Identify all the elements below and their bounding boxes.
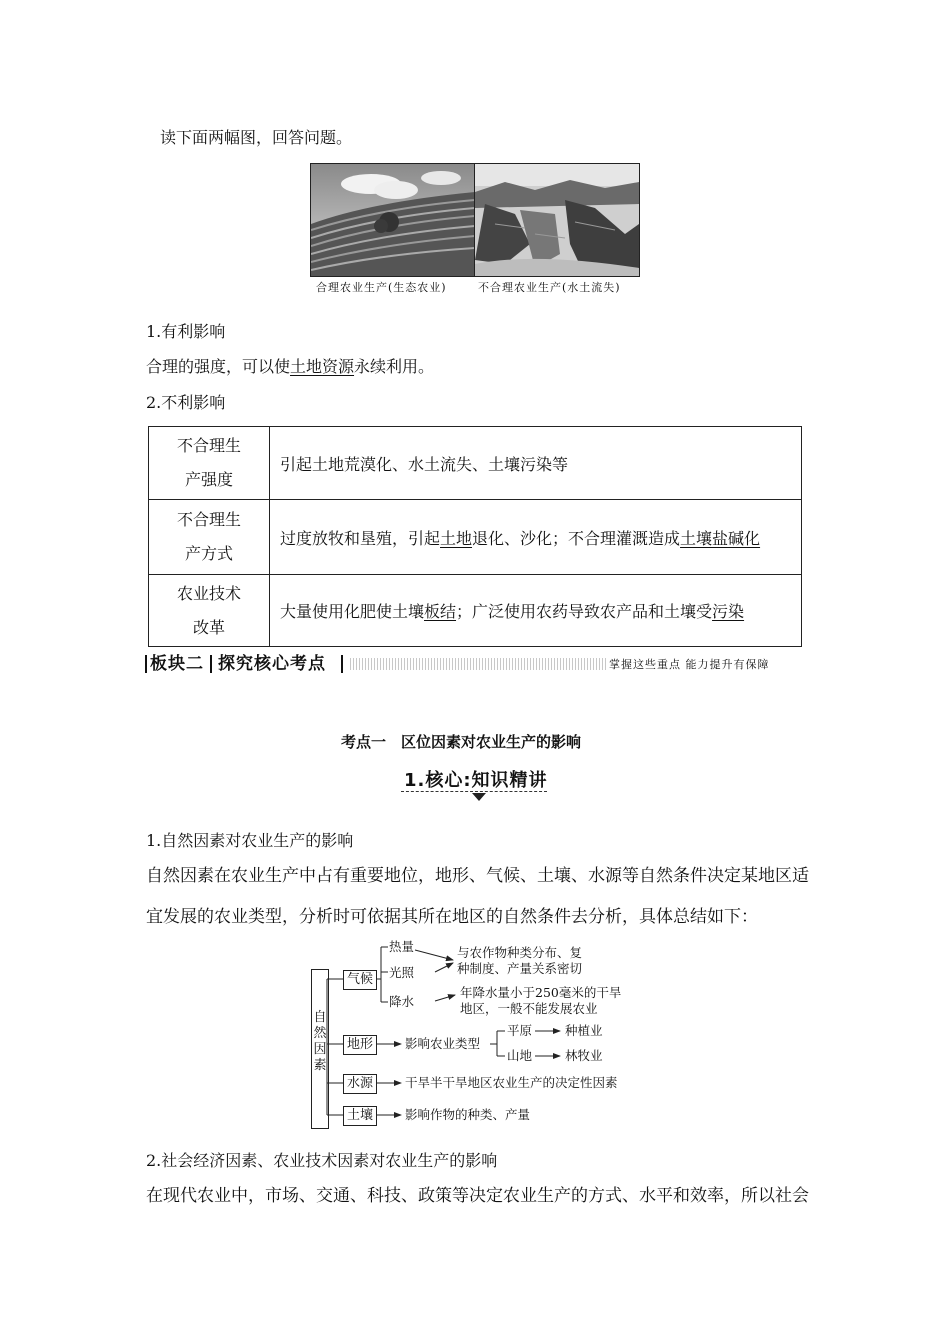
row-header: 不合理生 产方式 <box>149 500 270 575</box>
soil-erosion-photo <box>474 163 640 277</box>
core-title: 1.核心:知识精讲 <box>404 770 548 791</box>
row-header: 不合理生 产强度 <box>149 427 270 500</box>
favorable-heading: 1.有利影响 <box>146 322 226 341</box>
row-content: 过度放牧和垦殖，引起土地退化、沙化；不合理灌溉造成土壤盐碱化 <box>270 500 802 575</box>
eco-agriculture-caption: 合理农业生产(生态农业) <box>316 281 447 294</box>
water-box: 水源 <box>343 1074 377 1094</box>
mountain-agri: 林牧业 <box>565 1048 603 1063</box>
terrain-box: 地形 <box>343 1035 377 1055</box>
social-paragraph-line1: 在现代农业中，市场、交通、科技、政策等决定农业生产的方式、水平和效率，所以社会 <box>146 1186 809 1206</box>
down-triangle-icon <box>472 793 486 801</box>
intro-text: 读下面两幅图，回答问题。 <box>160 128 353 147</box>
climate-box: 气候 <box>343 970 377 990</box>
heat-label: 热量 <box>389 939 415 954</box>
terrain-effect: 影响农业类型 <box>405 1036 481 1051</box>
mountain-label: 山地 <box>507 1048 533 1063</box>
social-heading: 2.社会经济因素、农业技术因素对农业生产的影响 <box>146 1151 498 1170</box>
natural-factors-root: 自 然 因 素 <box>311 969 329 1129</box>
underlined-term: 土地资源 <box>290 357 355 376</box>
unfavorable-table <box>148 426 802 647</box>
kaodian-title: 考点一 区位因素对农业生产的影响 <box>341 733 582 751</box>
table-row <box>149 427 802 500</box>
plain-agri: 种植业 <box>565 1023 603 1038</box>
light-label: 光照 <box>389 965 415 980</box>
rain-effect-1: 年降水量小于250毫米的干旱 <box>460 985 622 1000</box>
section-banner <box>145 654 815 674</box>
rain-label: 降水 <box>389 994 415 1009</box>
heat-light-effect-2: 种制度、产量关系密切 <box>457 961 583 976</box>
natural-paragraph-line2: 宜发展的农业类型，分析时可依据其所在地区的自然条件去分析，具体总结如下： <box>146 907 758 927</box>
soil-erosion-caption: 不合理农业生产(水土流失) <box>478 281 621 294</box>
natural-factors-diagram <box>305 935 665 1130</box>
table-row <box>149 500 802 575</box>
rain-effect-2: 地区，一般不能发展农业 <box>460 1001 598 1016</box>
table-row <box>149 575 802 647</box>
eco-agriculture-photo <box>310 163 476 277</box>
plain-label: 平原 <box>507 1023 533 1038</box>
row-header: 农业技术 改革 <box>149 575 270 647</box>
natural-paragraph-line1: 自然因素在农业生产中占有重要地位，地形、气候、土壤、水源等自然条件决定某地区适 <box>146 866 809 886</box>
heat-light-effect-1: 与农作物种类分布、复 <box>457 945 583 960</box>
row-content: 引起土地荒漠化、水土流失、土壤污染等 <box>270 427 802 500</box>
soil-box: 土壤 <box>343 1106 377 1126</box>
natural-heading: 1.自然因素对农业生产的影响 <box>146 831 354 850</box>
banner-title: 探究核心考点 <box>218 654 326 674</box>
banner-slogan: 掌握这些重点 能力提升有保障 <box>609 658 770 671</box>
banner-label: 板块二 <box>150 654 204 674</box>
unfavorable-heading: 2.不利影响 <box>146 393 226 412</box>
water-effect: 干旱半干旱地区农业生产的决定性因素 <box>405 1075 618 1090</box>
row-content: 大量使用化肥使土壤板结；广泛使用农药导致农产品和土壤受污染 <box>270 575 802 647</box>
soil-effect: 影响作物的种类、产量 <box>405 1107 531 1122</box>
favorable-text: 合理的强度，可以使土地资源永续利用。 <box>146 357 435 376</box>
